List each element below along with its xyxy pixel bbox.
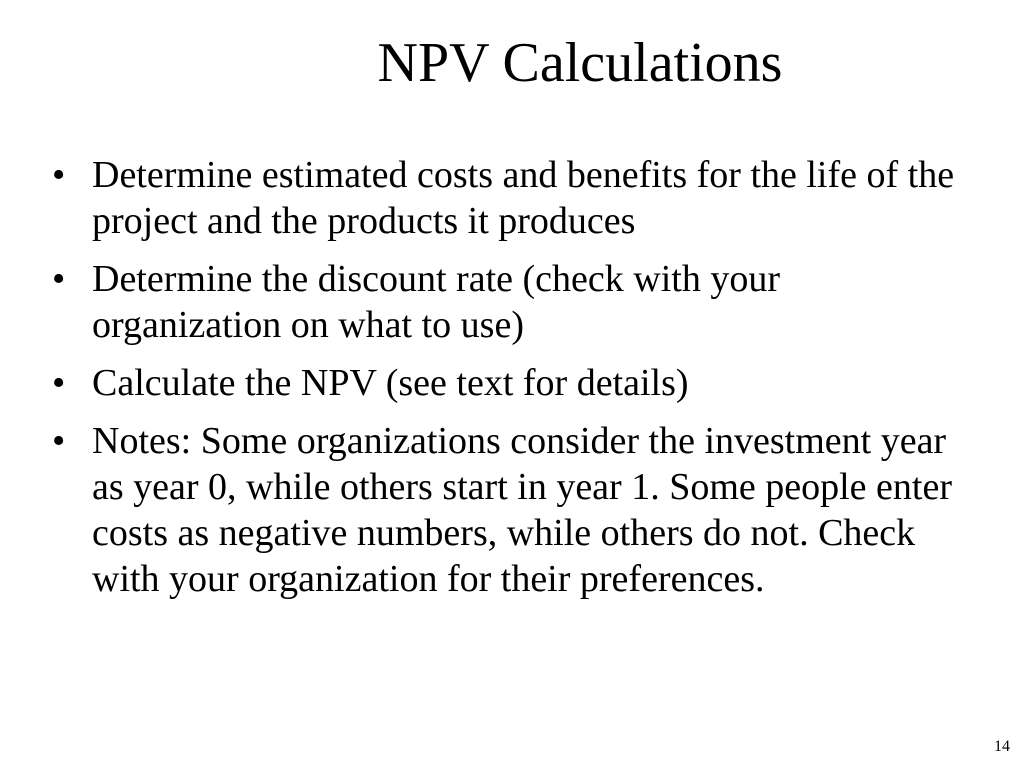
bullet-mark: • xyxy=(52,420,66,462)
bullet-text: Determine estimated costs and benefits for the life of the project and the products it produces xyxy=(92,154,955,242)
bullet-text: Notes: Some organizations consider the investment year as year 0, while others start in year 1. Some people enter costs as negative numbers, while others do not. Check with your organization for their preferences. xyxy=(92,420,952,600)
bullet-text: Calculate the NPV (see text for details) xyxy=(92,362,689,404)
page-number: 14 xyxy=(994,738,1010,755)
bullet-item xyxy=(52,360,972,406)
bullet-mark: • xyxy=(52,362,66,404)
bullet-list xyxy=(52,152,972,614)
bullet-mark: • xyxy=(52,154,66,196)
bullet-mark: • xyxy=(52,258,66,300)
bullet-item xyxy=(52,418,972,602)
bullet-item xyxy=(52,152,972,244)
bullet-text: Determine the discount rate (check with your organization on what to use) xyxy=(92,258,780,346)
bullet-item xyxy=(52,256,972,348)
slide-title: NPV Calculations xyxy=(377,32,783,94)
